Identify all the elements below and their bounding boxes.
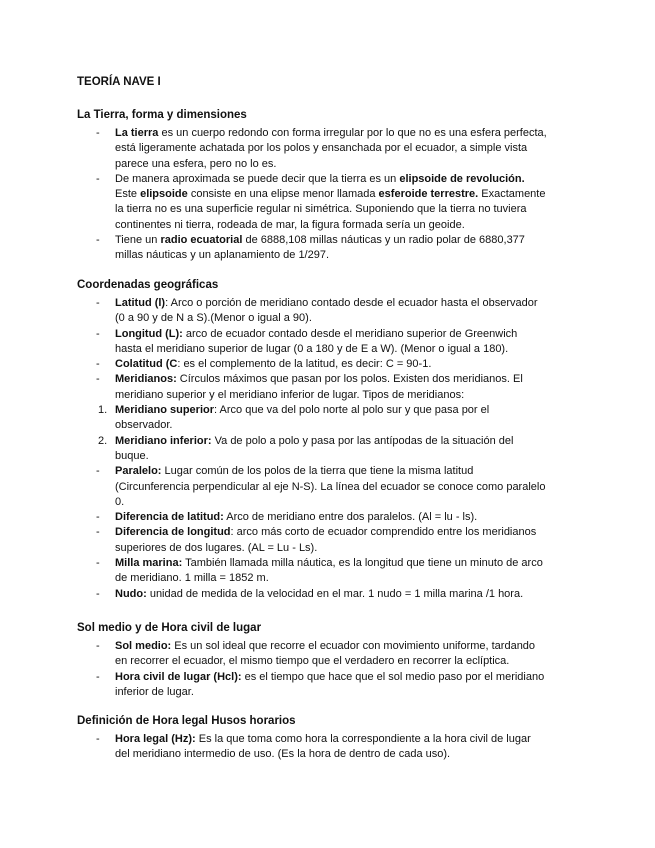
text-run: la tierra no es una superficie regular ni simétrica. Suponiendo que la tierra no tuviera <box>115 203 527 216</box>
bold-term: radio ecuatorial <box>160 234 243 247</box>
text-line <box>115 495 582 510</box>
text-run: es un cuerpo redondo con forma irregular por lo que no es una esfera perfecta, <box>158 127 547 139</box>
bold-term: La tierra <box>115 127 159 139</box>
item-list <box>77 296 582 602</box>
text-run: Va de polo a polo y pasa por las antípodas de la situación del <box>211 434 514 447</box>
section-title: Definición de Hora legal Husos horarios <box>77 715 296 727</box>
text-line <box>115 639 582 654</box>
bold-term: Paralelo: <box>115 465 162 478</box>
text-line <box>115 327 582 342</box>
text-line <box>115 141 582 156</box>
bold-term: Meridiano superior <box>115 404 215 417</box>
list-item <box>77 464 582 510</box>
text-run: Este <box>115 188 141 201</box>
bold-term: Nudo: <box>115 587 147 600</box>
text-run: Arco de meridiano entre dos paralelos. (Al = lu - ls). <box>223 511 478 524</box>
list-item <box>77 556 582 587</box>
text-line <box>115 525 582 540</box>
list-item <box>77 434 582 465</box>
list-item <box>77 510 582 525</box>
bold-term: elipsoide de revolución. <box>399 172 525 185</box>
bullet-marker: - <box>96 127 100 139</box>
text-run: de meridiano. 1 milla = 1852 m. <box>115 572 269 585</box>
text-line <box>115 311 582 326</box>
text-run: millas náuticas y un aplanamiento de 1/297. <box>115 249 330 262</box>
list-item <box>77 372 582 403</box>
bold-term: Diferencia de latitud: <box>115 511 224 524</box>
bold-term: esferoide terrestre. <box>378 188 479 201</box>
bullet-marker: - <box>96 557 100 570</box>
list-item <box>77 357 582 372</box>
text-line <box>115 587 582 602</box>
text-line <box>115 418 582 433</box>
text-run: 0. <box>115 495 125 508</box>
text-line <box>115 449 582 464</box>
list-item <box>77 126 582 172</box>
bullet-marker: - <box>96 670 100 683</box>
bold-term: Milla marina: <box>115 557 183 570</box>
text-run: : arco más corto de ecuador comprendido entre los meridianos <box>230 526 537 539</box>
list-item <box>77 525 582 556</box>
list-item <box>77 327 582 358</box>
text-line <box>115 670 582 685</box>
text-run: unidad de medida de la velocidad en el mar. 1 nudo = 1 milla marina /1 hora. <box>146 587 524 600</box>
text-run: arco de ecuador contado desde el meridiano superior de Greenwich <box>182 327 518 340</box>
text-run: es el tiempo que hace que el sol medio paso por el meridiano <box>241 670 545 683</box>
text-line <box>115 218 582 233</box>
section-title: Sol medio y de Hora civil de lugar <box>77 622 262 634</box>
text-line <box>115 388 582 403</box>
section-tierra <box>77 108 582 264</box>
bullet-marker: - <box>96 587 100 600</box>
text-run: Tiene un <box>115 234 161 247</box>
text-line <box>115 248 582 263</box>
item-list <box>77 126 582 264</box>
text-line <box>115 732 582 747</box>
text-run: (Circunferencia perpendicular al eje N-S). La línea del ecuador se conoce como paralelo <box>115 480 546 493</box>
document-title: TEORÍA NAVE I <box>77 76 161 88</box>
text-run: Es la que toma como hora la correspondiente a la hora civil de lugar <box>195 733 531 745</box>
section-coordenadas <box>77 278 582 602</box>
bold-term: Colatitud (C <box>115 358 178 371</box>
text-line <box>115 510 582 525</box>
list-item <box>77 587 582 602</box>
text-line <box>115 372 582 387</box>
bold-term: Longitud (L): <box>115 327 183 340</box>
text-line <box>115 556 582 571</box>
bold-term: Meridianos: <box>115 373 177 386</box>
text-run: También llamada milla náutica, es la longitud que tiene un minuto de arco <box>182 557 543 570</box>
text-run: De manera aproximada se puede decir que la tierra es un <box>115 172 400 185</box>
text-line <box>115 403 582 418</box>
text-run: : Arco o porción de meridiano contado desde el ecuador hasta el observador <box>165 297 538 309</box>
text-run: superiores de dos lugares. (AL = Lu - Ls). <box>115 541 318 554</box>
item-list <box>77 639 582 700</box>
bold-term: Hora legal (Hz): <box>115 733 196 745</box>
text-line <box>115 464 582 479</box>
bullet-marker: - <box>96 373 100 386</box>
section-title: Coordenadas geográficas <box>77 279 219 291</box>
bullet-marker: - <box>96 172 100 185</box>
section-hora-legal <box>77 714 582 763</box>
text-line <box>115 172 582 187</box>
text-run: meridiano superior y el meridiano inferior de lugar. Tipos de meridianos: <box>115 388 465 401</box>
text-line <box>115 480 582 495</box>
bold-term: Sol medio: <box>115 640 172 652</box>
list-item <box>77 639 582 670</box>
bold-term: Meridiano inferior: <box>115 434 212 447</box>
text-run: hasta el meridiano superior de lugar (0 a 180 y de E a W). (Menor o igual a 180). <box>115 342 509 355</box>
number-marker: 2. <box>98 434 108 447</box>
text-run: Exactamente <box>478 188 546 201</box>
number-marker: 1. <box>98 404 108 417</box>
text-run: continentes ni tierra, rodeada de mar, la figura formada sería un geoide. <box>115 218 465 231</box>
text-line <box>115 157 582 172</box>
text-line <box>115 342 582 357</box>
bullet-marker: - <box>96 511 100 524</box>
list-item <box>77 296 582 327</box>
bullet-marker: - <box>96 733 100 745</box>
bullet-marker: - <box>96 640 100 652</box>
section-sol-medio <box>77 621 582 700</box>
text-run: está ligeramente achatada por los polos y ensanchada por el ecuador, a simple vista <box>115 142 528 155</box>
text-run: (0 a 90 y de N a S).(Menor o igual a 90). <box>115 312 312 325</box>
list-item <box>77 233 582 264</box>
bullet-marker: - <box>96 234 100 247</box>
text-line <box>115 541 582 556</box>
text-run: observador. <box>115 419 173 432</box>
bullet-marker: - <box>96 327 100 340</box>
text-line <box>115 202 582 217</box>
text-run: en recorrer el ecuador, el mismo tiempo que el verdadero en recorrer la eclíptica. <box>115 655 510 668</box>
text-run: Es un sol ideal que recorre el ecuador con movimiento uniforme, tardando <box>171 640 536 652</box>
text-line <box>115 233 582 248</box>
text-line <box>115 434 582 449</box>
bold-term: elipsoide <box>140 188 188 201</box>
list-item <box>77 172 582 233</box>
text-run: buque. <box>115 449 149 462</box>
text-run: consiste en una elipse menor llamada <box>187 188 379 201</box>
bullet-marker: - <box>96 358 100 371</box>
text-run: Lugar común de los polos de la tierra que tiene la misma latitud <box>161 465 474 478</box>
text-run: Círculos máximos que pasan por los polos. Existen dos meridianos. El <box>176 373 523 386</box>
bold-term: Diferencia de longitud <box>115 526 231 539</box>
bullet-marker: - <box>96 465 100 478</box>
text-run: inferior de lugar. <box>115 685 194 698</box>
bold-term: Hora civil de lugar (Hcl): <box>115 670 242 683</box>
bold-term: Latitud (l) <box>115 297 166 309</box>
bullet-marker: - <box>96 526 100 539</box>
list-item <box>77 403 582 434</box>
text-line <box>115 654 582 669</box>
text-line <box>115 357 582 372</box>
text-line <box>115 296 582 311</box>
section-title: La Tierra, forma y dimensiones <box>77 109 247 121</box>
text-line <box>115 571 582 586</box>
text-run: del meridiano intermedio de uso. (Es la hora de dentro de cada uso). <box>115 748 451 761</box>
bullet-marker: - <box>96 297 100 309</box>
text-line <box>115 747 582 762</box>
text-run: : Arco que va del polo norte al polo sur y que pasa por el <box>214 404 490 417</box>
list-item <box>77 670 582 701</box>
item-list <box>77 732 582 763</box>
text-run: : es el complemento de la latitud, es decir: C = 90-1. <box>177 358 432 371</box>
text-run: de 6888,108 millas náuticas y un radio polar de 6880,377 <box>242 234 525 247</box>
text-line <box>115 126 582 141</box>
text-line <box>115 685 582 700</box>
text-run: parece una esfera, pero no lo es. <box>115 157 277 170</box>
text-line <box>115 187 582 202</box>
list-item <box>77 732 582 763</box>
